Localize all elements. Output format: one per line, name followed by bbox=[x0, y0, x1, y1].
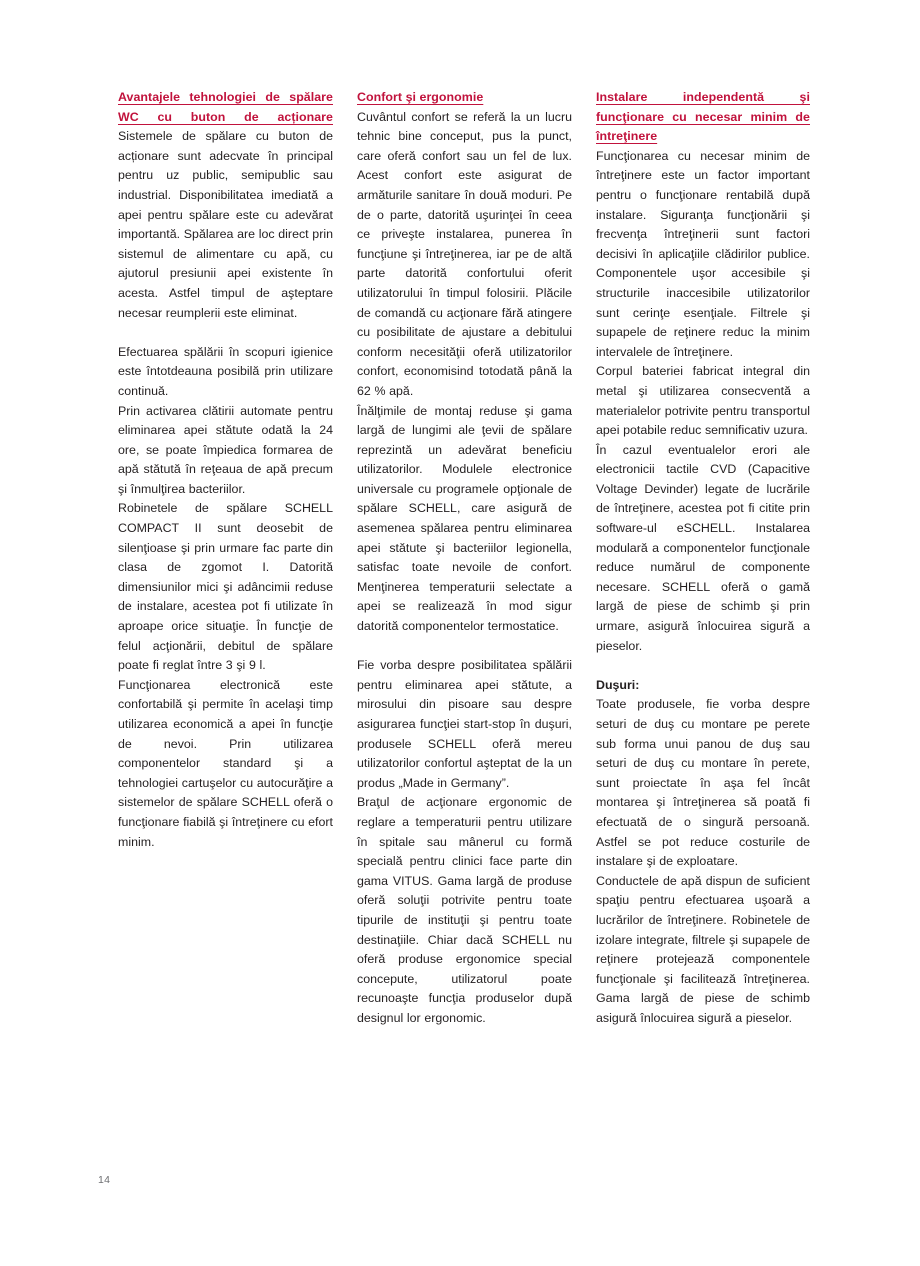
column-2-paragraph-3: Fie vorba despre posibilitatea spălării pentru eliminarea apei stătute, a mirosului din pisoare sau despre asigurarea funcţiei start-stop în duşuri, produsele SCHELL oferă mereu utilizatorilor confortul aşteptat de la un produs „Made in Germany”. bbox=[357, 658, 572, 790]
column-2-paragraph-1: Cuvântul confort se referă la un lucru tehnic bine conceput, pus la punct, care oferă confort sau un fel de lux. Acest confort este asigurat de armăturile sanitare în două moduri. Pe de o parte, datorită uşurinţei în ceea ce priveşte instalarea, punerea în funcţiune şi întreţinerea, iar pe de altă parte datorită confortului oferit utilizatorului în timpul folosirii. Plăcile de comandă cu acţionare fără atingere cu posibilitate de ajustare a debitului conform necesităţii oferă utilizatorilor confort, economisind totodată până la 62 % apă. bbox=[357, 109, 572, 398]
text-column-2 bbox=[357, 88, 572, 1029]
column-1-heading: Avantajele tehnologiei de spălare WC cu buton de acționare bbox=[118, 90, 333, 124]
three-column-text-layout bbox=[118, 88, 812, 1029]
text-column-1 bbox=[118, 88, 333, 852]
column-3-paragraph-2: Corpul bateriei fabricat integral din metal şi utilizarea consecventă a materialelor potrivite pentru transportul apei potabile reduc semnificativ uzura. bbox=[596, 364, 810, 438]
paragraph-spacer bbox=[118, 323, 333, 343]
column-3-subheading-showers: Duşuri: bbox=[596, 677, 640, 692]
column-3-heading: Instalare independentă şi funcţionare cu necesar minim de întreţinere bbox=[596, 90, 810, 144]
column-1-paragraph-1: Sistemele de spălare cu buton de acționare sunt adecvate în principal pentru uz public, semipublic sau industrial. Disponibilitatea imediată a apei pentru spălare este cu adevărat importantă. Spălarea are loc direct prin sistemul de alimentare cu apă, cu ajutorul presiunii apei existente în acesta. Astfel timpul de aşteptare necesar reumplerii este eliminat. bbox=[118, 129, 333, 320]
column-3-paragraph-1: Funcţionarea cu necesar minim de întreţinere este un factor important pentru o funcţionare rentabilă după instalare. Siguranţa funcţionării şi frecvenţa întreţinerii sunt factori decisivi în aplicaţiile clădirilor publice. Componentele uşor accesibile şi structurile inaccesibile utilizatorilor sunt cerinţe esenţiale. Filtrele şi supapele de reţinere reduc la minim intervalele de întreţinere. bbox=[596, 148, 810, 359]
paragraph-spacer bbox=[357, 637, 572, 657]
column-3-paragraph-3: În cazul eventualelor erori ale electronicii tactile CVD (Capacitive Voltage Devinder) legate de lucrările de întreţinere, acestea pot fi citite prin software-ul eSCHELL. Instalarea modulară a componentelor funcţionale reduce numărul de componente necesare. SCHELL oferă o gamă largă de piese de schimb şi prin urmare, asigură înlocuirea sigură a pieselor. bbox=[596, 442, 810, 653]
text-column-3 bbox=[596, 88, 810, 1029]
column-1-paragraph-3: Prin activarea clătirii automate pentru eliminarea apei stătute odată la 24 ore, se poate împiedica formarea de apă stătută în reţeaua de apă precum şi înmulţirea bacteriilor. bbox=[118, 403, 333, 496]
page-number: 14 bbox=[98, 1174, 111, 1186]
paragraph-spacer bbox=[596, 656, 810, 676]
column-2-heading: Confort şi ergonomie bbox=[357, 90, 484, 104]
column-1-paragraph-2: Efectuarea spălării în scopuri igienice este întotdeauna posibilă prin utilizare continuă. bbox=[118, 344, 333, 398]
column-3-subsection-paragraph-2: Conductele de apă dispun de suficient spaţiu pentru efectuarea uşoară a lucrărilor de întreţinere. Robinetele de izolare integrate, filtrele şi supapele de reţinere protejează componentele funcţionale şi facilitează întreţinerea. Gama largă de piese de schimb asigură înlocuirea sigură a pieselor. bbox=[596, 873, 810, 1025]
column-1-paragraph-5: Funcţionarea electronică este confortabilă şi permite în acelaşi timp utilizarea economică a apei în funcţie de nevoi. Prin utilizarea componentelor standard şi a tehnologiei cartuşelor cu autocurăţire a sistemelor de spălare SCHELL oferă o funcţionare fiabilă şi întreţinere cu efort minim. bbox=[118, 677, 333, 849]
column-2-paragraph-2: Înălţimile de montaj reduse şi gama largă de lungimi ale ţevii de spălare reprezintă un adevărat beneficiu utilizatorilor. Modulele electronice universale cu programele opţionale de spălare SCHELL, care asigură de asemenea spălarea pentru eliminarea apei stătute şi bacteriilor legionella, satisfac toate nevoile de confort. Menţinerea temperaturii selectate a apei se realizează în mod sigur datorită componentelor termostatice. bbox=[357, 403, 572, 634]
column-3-subsection-paragraph-1: Toate produsele, fie vorba despre seturi de duş cu montare pe perete sub forma unui panou de duş sau seturi de duş cu montare în perete, sunt proiectate în aşa fel încât montarea şi întreţinerea să poată fi efectuată de o singură persoană. Astfel se pot reduce costurile de instalare şi de exploatare. bbox=[596, 697, 810, 869]
column-1-paragraph-4: Robinetele de spălare SCHELL COMPACT II sunt deosebit de silenţioase şi prin urmare fac parte din clasa de zgomot I. Datorită dimensiunilor mici şi adâncimii reduse de instalare, acestea pot fi utilizate în aproape orice situaţie. În funcţie de felul acţionării, debitul de spălare poate fi reglat între 3 şi 9 l. bbox=[118, 501, 333, 673]
column-2-paragraph-4: Braţul de acţionare ergonomic de reglare a temperaturii pentru utilizare în spitale sau mânerul cu formă specială pentru clinici face parte din gama VITUS. Gama largă de produse oferă soluţii potrivite pentru toate tipurile de instituţii şi pentru toate destinaţiile. Chiar dacă SCHELL nu oferă produse ergonomice special concepute, utilizatorul poate recunoaşte funcţia produselor după designul lor ergonomic. bbox=[357, 795, 572, 1025]
